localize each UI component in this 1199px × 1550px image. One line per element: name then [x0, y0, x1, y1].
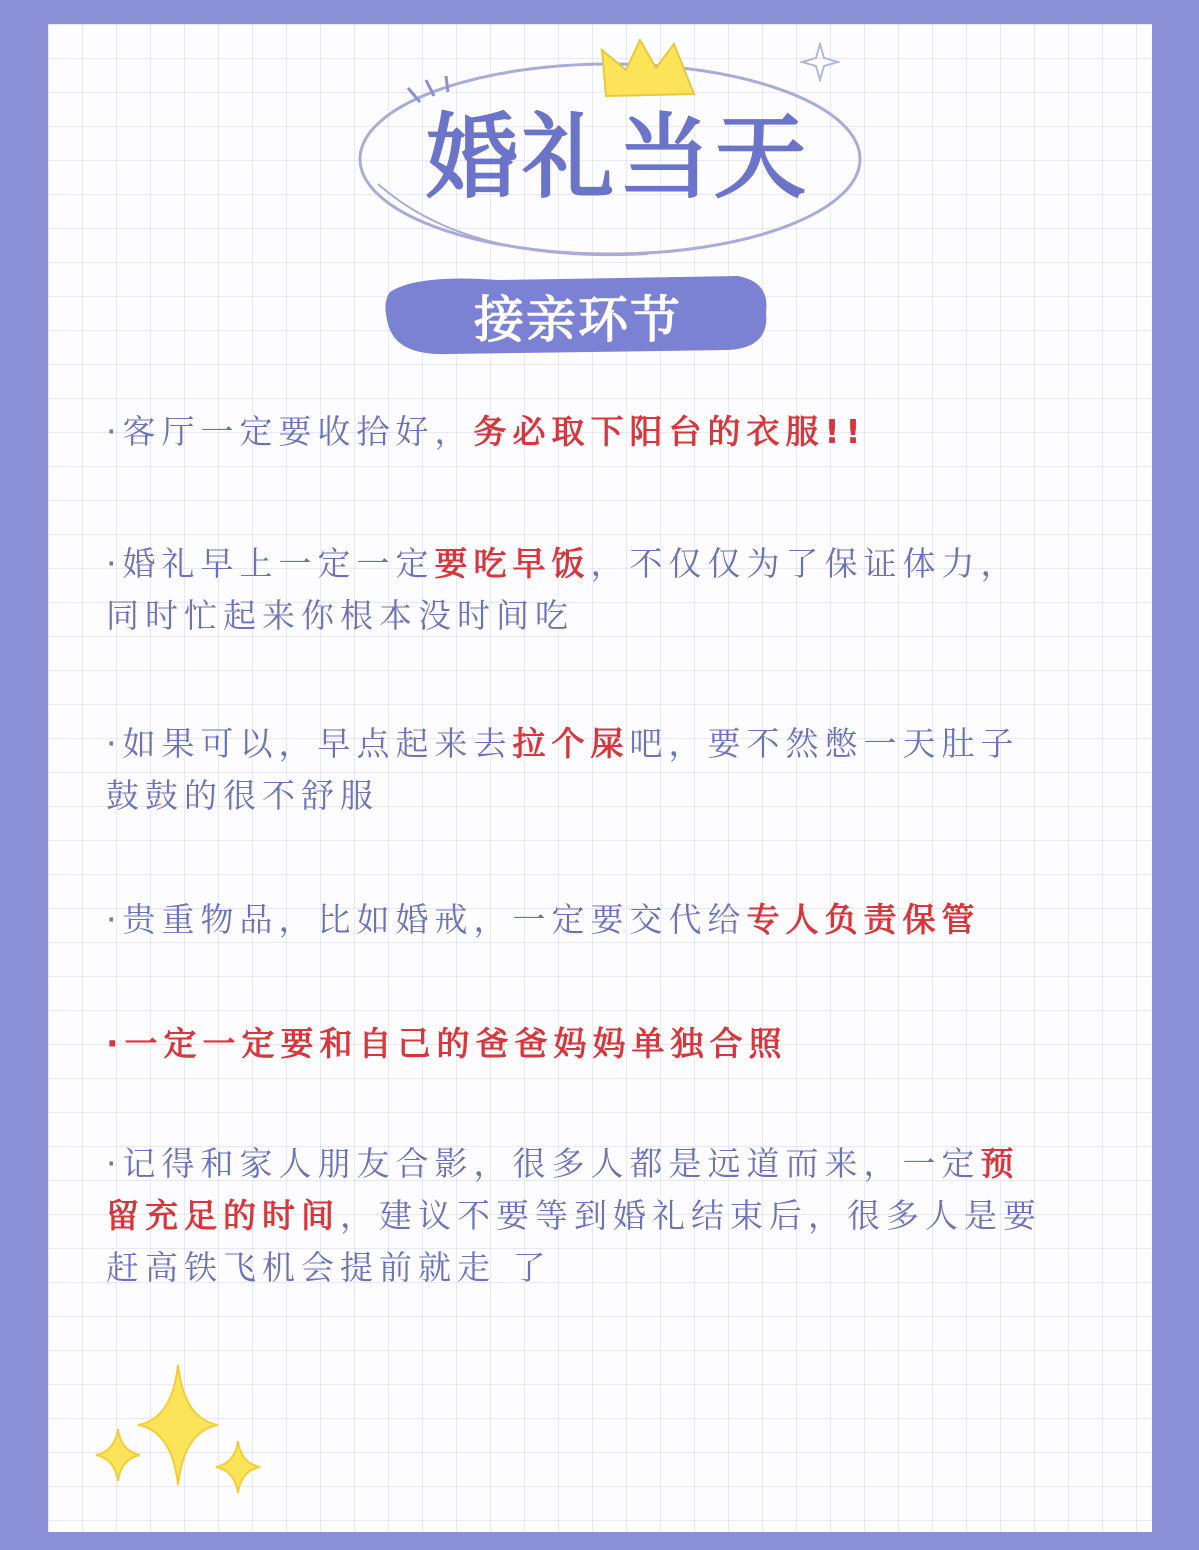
title-area	[348, 44, 888, 274]
item-line: ·如果可以，早点起来去拉个屎吧，要不然憋一天肚子	[106, 724, 1020, 763]
list-item	[106, 406, 1106, 458]
list-item	[106, 894, 1106, 946]
item-line: 同时忙起来你根本没时间吃	[106, 596, 574, 635]
page-title: 婚礼当天	[425, 104, 810, 211]
item-line: ·一定一定要和自己的爸爸妈妈单独合照	[106, 1024, 788, 1063]
item-line: ·婚礼早上一定一定要吃早饭，不仅仅为了保证体力，	[106, 544, 1020, 583]
list-item	[106, 538, 1106, 642]
section-title: 接亲环节	[474, 291, 682, 349]
star-icon	[88, 1359, 288, 1509]
note-card	[48, 24, 1152, 1532]
item-line: 赶高铁飞机会提前就走 了	[106, 1248, 552, 1287]
item-line: 留充足的时间，建议不要等到婚礼结束后，很多人是要	[106, 1196, 1042, 1235]
list-item	[106, 718, 1106, 822]
item-line: ·贵重物品，比如婚戒，一定要交代给专人负责保管	[106, 900, 981, 939]
item-line: 鼓鼓的很不舒服	[106, 776, 379, 815]
item-line: ·客厅一定要收拾好，务必取下阳台的衣服!!	[106, 412, 867, 451]
item-line: ·记得和家人朋友合影，很多人都是远道而来，一定预	[106, 1144, 1020, 1183]
list-item	[106, 1018, 1106, 1070]
sparkle-icon	[800, 42, 840, 82]
section-badge	[378, 262, 778, 362]
list-item	[106, 1138, 1106, 1294]
